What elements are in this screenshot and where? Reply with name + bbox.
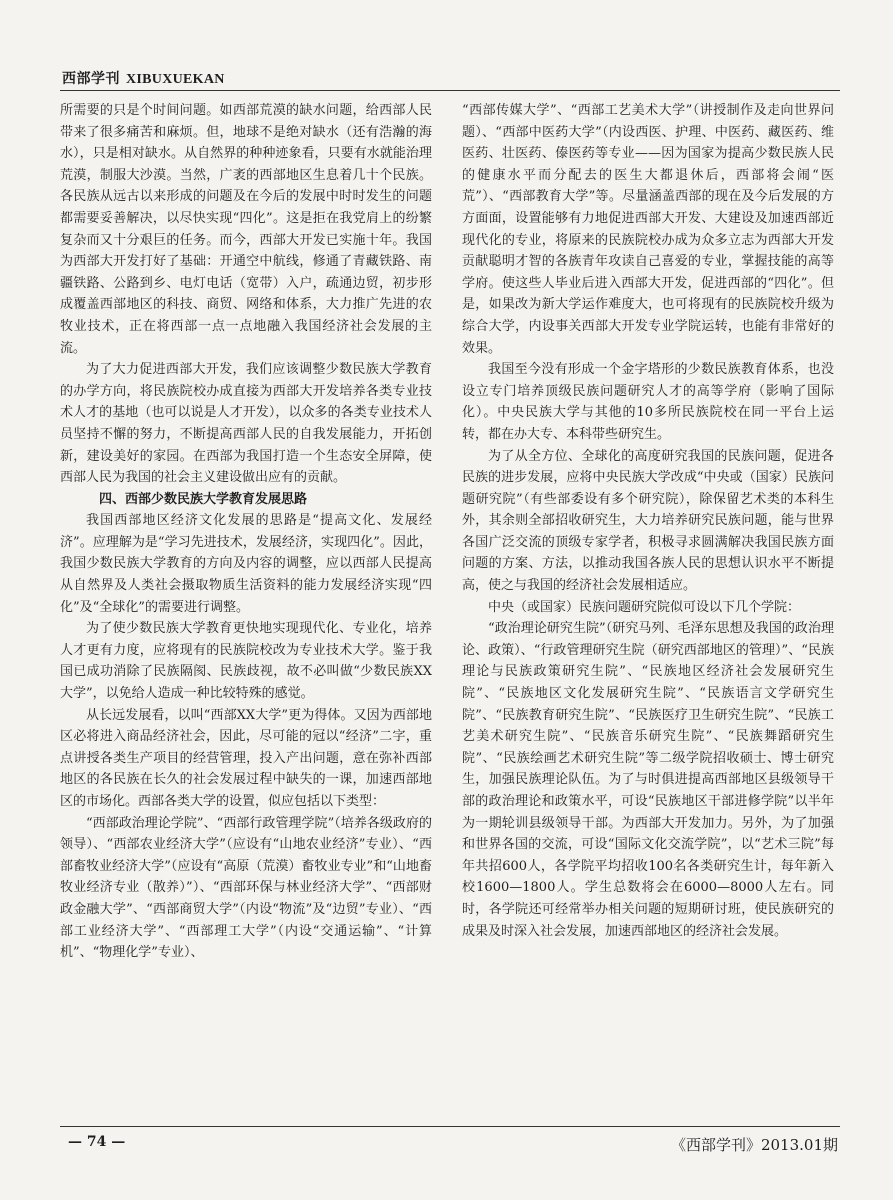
paragraph: 为了使少数民族大学教育更快地实现现代化、专业化，培养人才更有力度，应将现有的民族院校改为专业技术大学。鉴于我国已成功消除了民族隔阂、民族歧视，故不必叫做“少数民族XX大学”，以免给人造成一种比较特殊的感觉。: [60, 621, 432, 702]
paragraph: “西部政治理论学院”、“西部行政管理学院”（培养各级政府的领导）、“西部农业经济大学”（应设有“山地农业经济”专业）、“西部畜牧业经济大学”（应设有“高原（荒漠）畜牧业专业”和“山地畜牧业经济专业（散养）”）、“西部环保与林业经济大学”、“西部财政金融大学”、“西部商贸大学”（内设“物流”及“边贸”专业）、“西部工业经济大学”、“西部理工大学”（内设“交通运输”、“计算机”、“物理化学”专业）、: [60, 815, 432, 961]
running-header: [60, 60, 840, 91]
section-heading: 四、西部少数民族大学教育发展思路: [99, 491, 308, 507]
page-number: — 74 —: [68, 1134, 126, 1150]
journal-name-en: XIBUXUEKAN: [126, 72, 225, 87]
paragraph: 为了大力促进西部大开发，我们应该调整少数民族大学教育的办学方向，将民族院校办成直接为西部大开发培养各类专业技术人才的基地（也可以说是人才开发），以众多的各类专业技术人员坚持不懈的努力，不断提高西部人民的自我发展能力，开拓创新，建设美好的家园。在西部为我国打造一个生态安全屏障，使西部人民为我国的社会主义建设做出应有的贡献。: [60, 362, 432, 486]
paragraph: 为了从全方位、全球化的高度研究我国的民族问题，促进各民族的进步发展，应将中央民族大学改成“中央或（国家）民族问题研究院”（有些部委设有多个研究院），除保留艺术类的本科生外，其余则全部招收研究生，大力培养研究民族问题，能与世界各国广泛交流的顶级专家学者，积极寻求圆满解决我国民族方面问题的方案、方法，以推动我国各族人民的思想认识水平不断提高，使之与我国的经济社会发展相适应。: [462, 448, 834, 594]
journal-title: [62, 68, 225, 88]
issue-label: 《西部学刊》2013.01期: [670, 1136, 838, 1154]
paragraph: “政治理论研究生院”（研究马列、毛泽东思想及我国的政治理论、政策）、“行政管理研究生院（研究西部地区的管理）”、“民族理论与民族政策研究生院”、“民族地区经济社会发展研究生院”、“民族地区文化发展研究生院”、“民族语言文学研究生院”、“民族教育研究生院”、“民族医疗卫生研究生院”、“民族工艺美术研究生院”、“民族音乐研究生院”、“民族舞蹈研究生院”、“民族绘画艺术研究生院”等二级学院招收硕士、博士研究生，加强民族理论队伍。为了与时俱进提高西部地区县级领导干部的政治理论和政策水平，可设“民族地区干部进修学院”以半年为一期轮训县级领导干部。为西部大开发加力。另外，为了加强和世界各国的交流，可设“国际文化交流学院”，以“艺术三院”每年共招600人，各学院平均招收100名各类研究生计，每年新入校1600—1800人。学生总数将会在6000—8000人左右。同时，各学院还可经常举办相关问题的短期研讨班，使民族研究的成果及时深入社会发展，加速西部地区的经济社会发展。: [462, 621, 834, 939]
left-column: [60, 100, 432, 964]
journal-name-cn: 西部学刊: [62, 71, 120, 87]
paragraph: 我国西部地区经济文化发展的思路是“提高文化、发展经济”。应理解为是“学习先进技术，发展经济，实现四化”。因此，我国少数民族大学教育的方向及内容的调整，应以西部人民提高从自然界及人类社会摄取物质生活资料的能力发展经济实现“四化”及“全球化”的需要进行调整。: [60, 513, 432, 615]
paragraph: 从长远发展看，以叫“西部XX大学”更为得体。又因为西部地区必将进入商品经济社会，因此，尽可能的冠以“经济”二字，重点讲授各类生产项目的经营管理，投入产出问题，意在弥补西部地区的各民族在长久的社会发展过程中缺失的一课，加速西部地区的市场化。西部各类大学的设置，似应包括以下类型：: [60, 707, 432, 809]
running-footer: [60, 1126, 840, 1157]
paragraph: 中央（或国家）民族问题研究院似可设以下几个学院：: [488, 599, 801, 615]
paragraph: “西部传媒大学”、“西部工艺美术大学”（讲授制作及走向世界问题）、“西部中医药大学”（内设西医、护理、中医药、藏医药、维医药、壮医药、傣医药等专业——因为国家为提高少数民族人民的健康水平而分配去的医生大都退休后，西部将会闹“医荒”）、“西部教育大学”等。尽量涵盖西部的现在及今后发展的方方面面，设置能够有力地促进西部大开发、大建设及加速西部近现代化的专业，将原来的民族院校办成为众多立志为西部大开发贡献聪明才智的各族青年攻读自己喜爱的专业，掌握技能的高等学府。使这些人毕业后进入西部大开发，促进西部的“四化”。但是，如果改为新大学运作难度大，也可将现有的民族院校升级为综合大学，内设事关西部大开发专业学院运转，也能有非常好的效果。: [462, 103, 834, 356]
right-column: [462, 100, 834, 942]
paragraph: 所需要的只是个时间问题。如西部荒漠的缺水问题，给西部人民带来了很多痛苦和麻烦。但，地球不是绝对缺水（还有浩瀚的海水），只是相对缺水。从自然界的种种迹象看，只要有水就能治理荒漠，制服大沙漠。当然，广袤的西部地区生息着几十个民族。各民族从远古以来形成的问题及在今后的发展中时时发生的问题都需要妥善解决，以尽快实现“四化”。这是拒在我党肩上的纷繁复杂而又十分艰巨的任务。而今，西部大开发已实施十年。我国为西部大开发打好了基础：开通空中航线，修通了青藏铁路、南疆铁路、公路到乡、电灯电话（宽带）入户，疏通边贸，初步形成覆盖西部地区的科技、商贸、网络和体系，大力推广先进的农牧业技术，正在将西部一点一点地融入我国经济社会发展的主流。: [60, 103, 432, 356]
paragraph: 我国至今没有形成一个金字塔形的少数民族教育体系，也没设立专门培养顶级民族问题研究人才的高等学府（影响了国际化）。中央民族大学与其他的10多所民族院校在同一平台上运转，都在办大专、本科带些研究生。: [462, 362, 834, 442]
